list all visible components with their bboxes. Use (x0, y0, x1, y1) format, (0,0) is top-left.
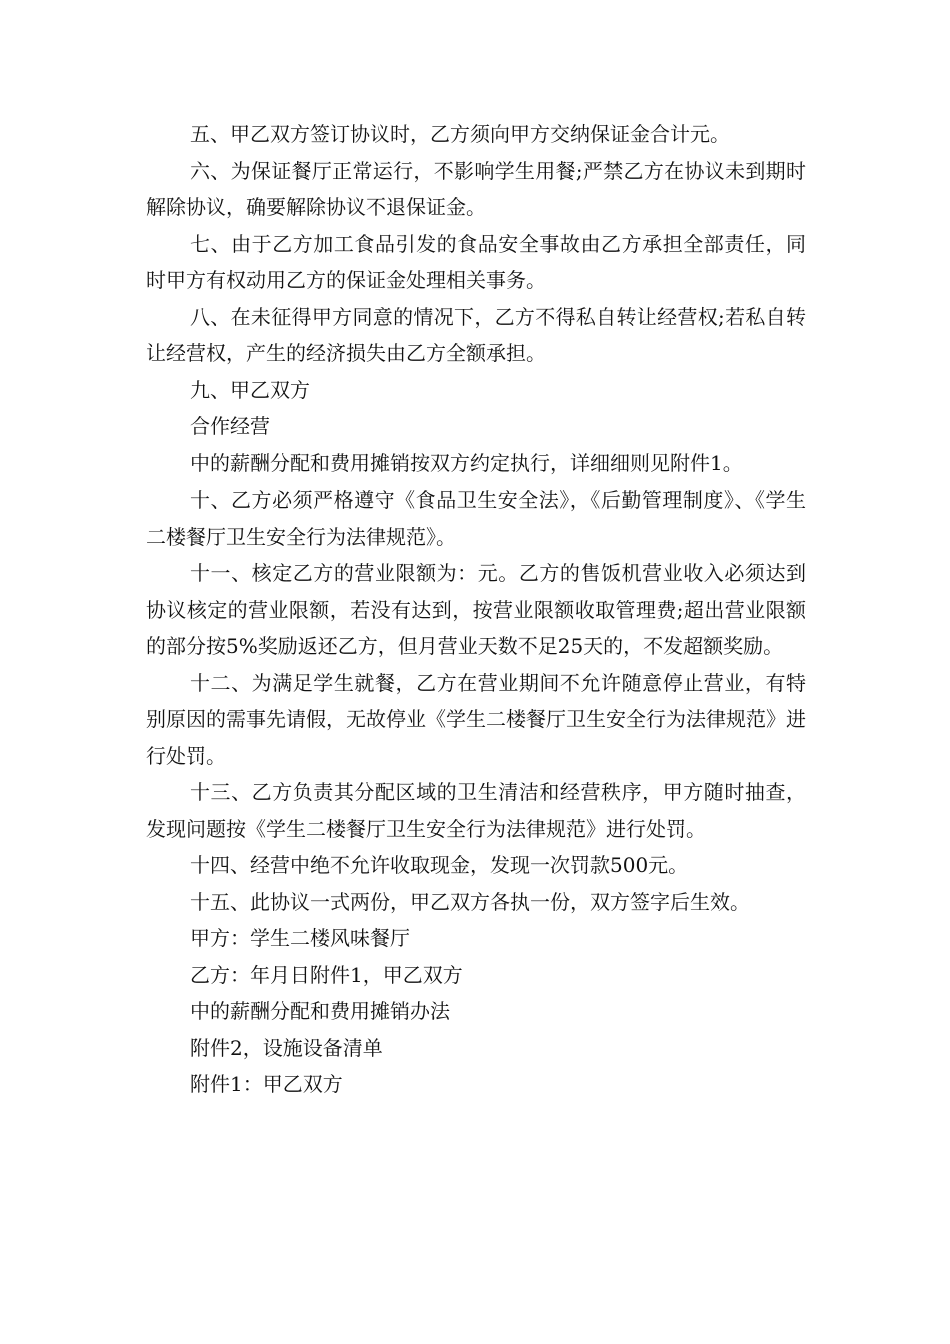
party-b-line: 乙方：年月日附件1，甲乙双方 (190, 962, 463, 987)
clause-7: 七、由于乙方加工食品引发的食品安全事故由乙方承担全部责任，同时甲方有权动用乙方的保证金处理相关事务。 (146, 231, 806, 292)
clause-13: 十三、乙方负责其分配区域的卫生清洁和经营秩序，甲方随时抽查，发现问题按《学生二楼餐厅卫生安全行为法律规范》进行处罚。 (146, 780, 806, 841)
clause-15: 十五、此协议一式两份，甲乙双方各执一份，双方签字后生效。 (190, 889, 750, 914)
clause-11: 十一、核定乙方的营业限额为：元。乙方的售饭机营业收入必须达到协议核定的营业限额，若没有达到，按营业限额收取管理费;超出营业限额的部分按5%奖励返还乙方，但月营业天数不足25天的，不发超额奖励。 (146, 561, 806, 658)
clause-8: 八、在未征得甲方同意的情况下，乙方不得私自转让经营权;若私自转让经营权，产生的经济损失由乙方全额承担。 (146, 304, 806, 365)
annex-2-line: 附件2，设施设备清单 (190, 1035, 383, 1060)
clause-10: 十、乙方必须严格遵守《食品卫生安全法》，《后勤管理制度》、《学生二楼餐厅卫生安全行为法律规范》。 (146, 488, 806, 549)
clause-9-cont-2: 中的薪酬分配和费用摊销按双方约定执行，详细细则见附件1。 (190, 450, 743, 475)
clause-14: 十四、经营中绝不允许收取现金，发现一次罚款500元。 (190, 853, 689, 877)
clause-12: 十二、为满足学生就餐，乙方在营业期间不允许随意停止营业，有特别原因的需事先请假，无故停业《学生二楼餐厅卫生安全行为法律规范》进行处罚。 (146, 670, 806, 768)
clause-6: 六、为保证餐厅正常运行，不影响学生用餐;严禁乙方在协议未到期时解除协议，确要解除协议不退保证金。 (146, 158, 806, 219)
annex-1-heading: 附件1：甲乙双方 (190, 1072, 343, 1096)
clause-5: 五、甲乙双方签订协议时，乙方须向甲方交纳保证金合计元。 (190, 122, 730, 146)
annex-1-title-line: 中的薪酬分配和费用摊销办法 (190, 999, 450, 1023)
clause-9-cont-1: 合作经营 (190, 414, 270, 438)
clause-9: 九、甲乙双方 (190, 377, 310, 402)
party-a-line: 甲方：学生二楼风味餐厅 (190, 926, 410, 950)
document-page (146, 116, 806, 1103)
